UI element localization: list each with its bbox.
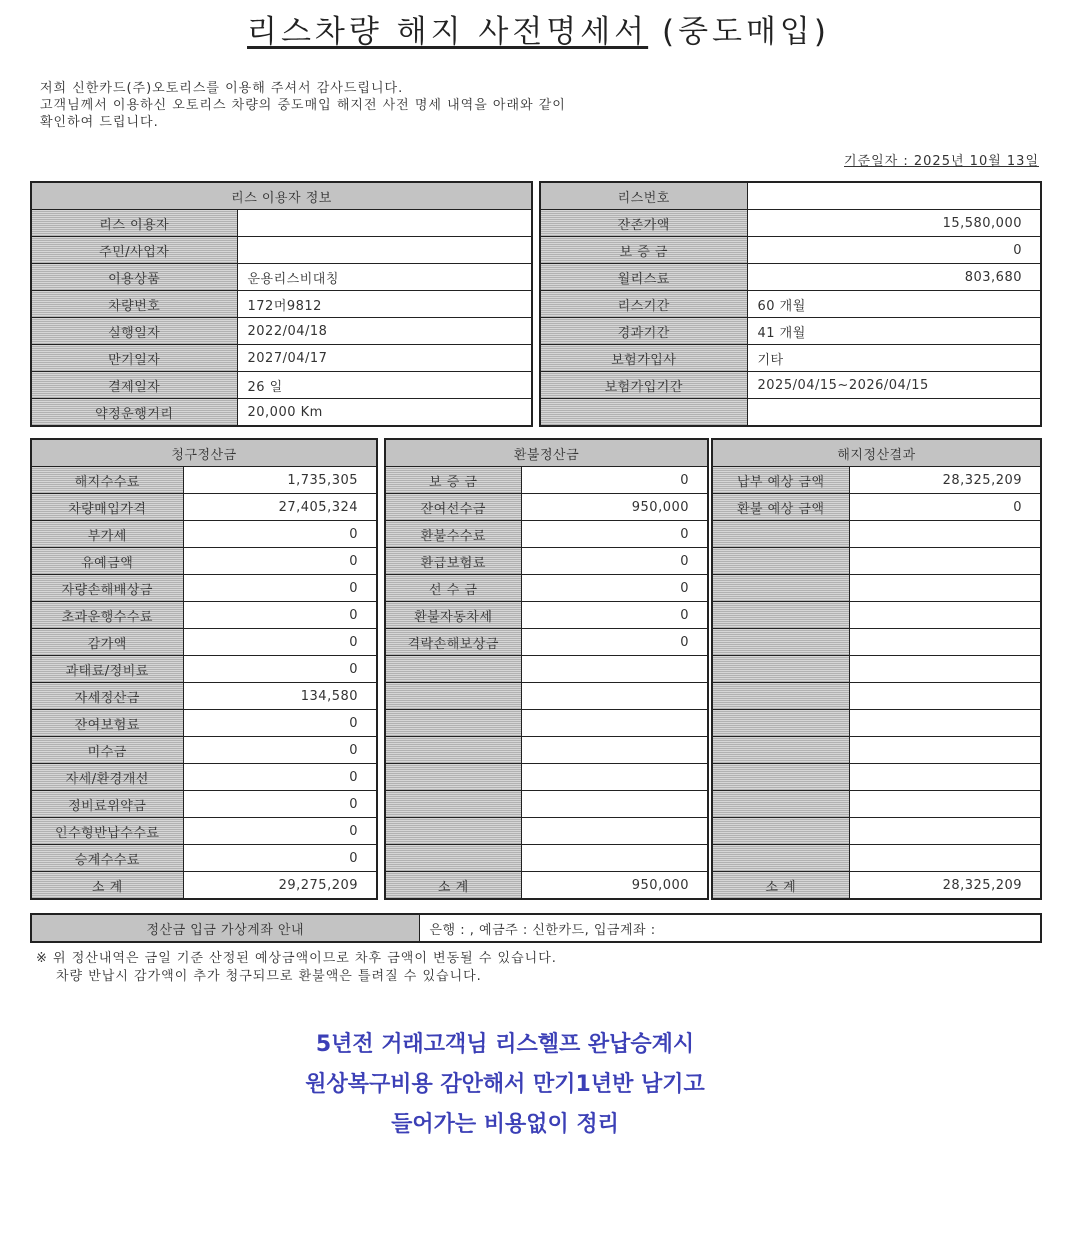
row-value: 134,580: [183, 683, 377, 710]
total-value: 28,325,209: [849, 872, 1041, 900]
row-value: 1,735,305: [183, 467, 377, 494]
row-label: [712, 791, 849, 818]
table-row: [540, 399, 1041, 427]
row-value: [849, 629, 1041, 656]
row-value: 0: [183, 602, 377, 629]
row-value: [521, 791, 708, 818]
row-label: 리스 이용자: [31, 210, 237, 237]
table-row: [385, 494, 708, 521]
row-label: [712, 602, 849, 629]
row-value: [521, 656, 708, 683]
row-value: 0: [183, 818, 377, 845]
table-row: [385, 521, 708, 548]
row-label: [385, 737, 521, 764]
row-label: [385, 845, 521, 872]
row-value: 0: [521, 521, 708, 548]
row-label: 월리스료: [540, 264, 747, 291]
row-label: 리스기간: [540, 291, 747, 318]
table-row: [385, 845, 708, 872]
row-value: 60 개월: [747, 291, 1041, 318]
row-value: [849, 845, 1041, 872]
row-label: [712, 521, 849, 548]
row-value: 0: [183, 575, 377, 602]
row-label: 환불 예상 금액: [712, 494, 849, 521]
row-label: 리스번호: [540, 182, 747, 210]
table-row: [31, 210, 532, 237]
memo: [0, 1025, 1010, 1145]
table-row: [385, 467, 708, 494]
row-label: [712, 737, 849, 764]
row-value: 15,580,000: [747, 210, 1041, 237]
table-row: [31, 602, 377, 629]
row-value: [747, 399, 1041, 427]
row-value: [849, 710, 1041, 737]
row-label: 차량매입가격: [31, 494, 183, 521]
table-row: [31, 764, 377, 791]
table-row: [712, 683, 1041, 710]
table-row: [712, 629, 1041, 656]
row-value: [849, 548, 1041, 575]
table-row: [712, 737, 1041, 764]
table-row: [385, 629, 708, 656]
notice: [36, 950, 557, 986]
row-label: [385, 764, 521, 791]
row-value: [849, 791, 1041, 818]
table-row: [31, 914, 1041, 942]
table-row: [712, 791, 1041, 818]
row-label: [385, 818, 521, 845]
row-label: [712, 548, 849, 575]
intro-line: 고객님께서 이용하신 오토리스 차량의 중도매입 해지전 사전 명세 내역을 아래와 같이: [40, 98, 566, 113]
table-row: [712, 575, 1041, 602]
row-label: [540, 399, 747, 427]
row-label: 환급보험료: [385, 548, 521, 575]
row-value: 0: [183, 710, 377, 737]
row-label: 자세/환경개선: [31, 764, 183, 791]
table-row: [31, 845, 377, 872]
row-label: [712, 764, 849, 791]
account-guide-label: 정산금 입금 가상계좌 안내: [31, 914, 419, 942]
table-row: [712, 467, 1041, 494]
notice-line: 차량 반납시 감가액이 추가 청구되므로 환불액은 틀려질 수 있습니다.: [56, 969, 482, 984]
row-label: 감가액: [31, 629, 183, 656]
billing-table: [30, 438, 378, 900]
table-row: [31, 345, 532, 372]
table-row: [540, 264, 1041, 291]
intro-line: 확인하여 드립니다.: [40, 115, 159, 130]
table-row: [31, 291, 532, 318]
row-value: 27,405,324: [183, 494, 377, 521]
billing-header: 청구정산금: [31, 439, 377, 467]
row-label: 약정운행거리: [31, 399, 237, 427]
row-value: [849, 683, 1041, 710]
table-row: [712, 710, 1041, 737]
row-value: 172머9812: [237, 291, 532, 318]
row-value: [849, 737, 1041, 764]
row-value: 0: [183, 521, 377, 548]
row-label: [712, 683, 849, 710]
table-row: [31, 494, 377, 521]
row-value: 41 개월: [747, 318, 1041, 345]
memo-line: 5년전 거래고객님 리스헬프 완납승계시: [315, 1032, 695, 1057]
row-label: [385, 791, 521, 818]
total-row: [31, 872, 377, 900]
row-label: 보험가입기간: [540, 372, 747, 399]
table-row: [712, 845, 1041, 872]
title-main: 리스차량 해지 사전명세서: [247, 14, 649, 50]
row-label: 격락손해보상금: [385, 629, 521, 656]
user-info-header: 리스 이용자 정보: [31, 182, 532, 210]
table-row: [385, 764, 708, 791]
table-row: [385, 683, 708, 710]
total-label: 소 계: [712, 872, 849, 900]
row-label: 인수형반납수수료: [31, 818, 183, 845]
row-label: 잔여보험료: [31, 710, 183, 737]
refund-table: [384, 438, 709, 900]
row-label: [712, 818, 849, 845]
table-row: [31, 629, 377, 656]
table-row: [385, 791, 708, 818]
row-value: [747, 182, 1041, 210]
row-value: 0: [521, 548, 708, 575]
row-value: 0: [183, 629, 377, 656]
row-value: [849, 521, 1041, 548]
row-label: [385, 710, 521, 737]
row-label: 보 증 금: [540, 237, 747, 264]
row-value: 0: [183, 737, 377, 764]
row-label: 유예금액: [31, 548, 183, 575]
row-label: 정비료위약금: [31, 791, 183, 818]
notice-line: ※ 위 정산내역은 금일 기준 산정된 예상금액이므로 차후 금액이 변동될 수 있습니다.: [36, 951, 557, 966]
row-value: 0: [183, 656, 377, 683]
row-value: 950,000: [521, 494, 708, 521]
row-value: 803,680: [747, 264, 1041, 291]
row-value: 0: [521, 467, 708, 494]
row-value: 2027/04/17: [237, 345, 532, 372]
row-label: [385, 656, 521, 683]
row-label: 결제일자: [31, 372, 237, 399]
table-row: [31, 521, 377, 548]
table-row: [31, 575, 377, 602]
row-value: 0: [183, 764, 377, 791]
table-row: [385, 818, 708, 845]
memo-line: 들어가는 비용없이 정리: [391, 1112, 619, 1137]
table-row: [712, 521, 1041, 548]
row-value: 20,000 Km: [237, 399, 532, 427]
table-row: [540, 237, 1041, 264]
row-label: 부가세: [31, 521, 183, 548]
row-label: 보 증 금: [385, 467, 521, 494]
row-label: [712, 629, 849, 656]
row-label: 환불자동차세: [385, 602, 521, 629]
row-value: [521, 737, 708, 764]
title-sub: (중도매입): [662, 14, 830, 50]
result-table: [711, 438, 1042, 900]
row-label: [712, 710, 849, 737]
row-label: 해지수수료: [31, 467, 183, 494]
row-label: 납부 예상 금액: [712, 467, 849, 494]
row-label: 승계수수료: [31, 845, 183, 872]
row-label: 만기일자: [31, 345, 237, 372]
table-row: [540, 182, 1041, 210]
row-label: 자세정산금: [31, 683, 183, 710]
table-row: [712, 656, 1041, 683]
table-row: [31, 372, 532, 399]
table-row: [540, 291, 1041, 318]
lease-info-table: [539, 181, 1042, 427]
memo-line: 원상복구비용 감안해서 만기1년반 남기고: [305, 1072, 705, 1097]
table-row: [31, 237, 532, 264]
row-label: 보험가입사: [540, 345, 747, 372]
result-header: 해지정산결과: [712, 439, 1041, 467]
table-row: [540, 372, 1041, 399]
row-value: 0: [521, 629, 708, 656]
table-row: [540, 210, 1041, 237]
table-row: [712, 764, 1041, 791]
account-guide-value: 은행 : , 예금주 : 신한카드, 입금계좌 :: [419, 914, 1041, 942]
row-label: [712, 575, 849, 602]
row-value: 기타: [747, 345, 1041, 372]
row-label: 이용상품: [31, 264, 237, 291]
table-row: [31, 548, 377, 575]
row-value: [849, 818, 1041, 845]
row-value: [521, 683, 708, 710]
row-label: 초과운행수수료: [31, 602, 183, 629]
row-label: [712, 656, 849, 683]
row-value: 2022/04/18: [237, 318, 532, 345]
table-row: [385, 656, 708, 683]
row-value: 0: [183, 791, 377, 818]
row-label: 주민/사업자: [31, 237, 237, 264]
intro-text: [40, 80, 566, 131]
row-value: 0: [183, 845, 377, 872]
table-row: [31, 737, 377, 764]
table-row: [712, 548, 1041, 575]
table-row: [712, 494, 1041, 521]
table-row: [540, 318, 1041, 345]
row-label: 선 수 금: [385, 575, 521, 602]
row-value: [237, 237, 532, 264]
table-row: [31, 710, 377, 737]
row-value: 0: [747, 237, 1041, 264]
intro-line: 저희 신한카드(주)오토리스를 이용해 주셔서 감사드립니다.: [40, 81, 404, 96]
table-row: [31, 264, 532, 291]
table-row: [31, 399, 532, 427]
row-value: [521, 818, 708, 845]
total-label: 소 계: [31, 872, 183, 900]
row-value: [521, 710, 708, 737]
row-value: [237, 210, 532, 237]
account-guide-table: [30, 913, 1042, 943]
row-value: 2025/04/15~2026/04/15: [747, 372, 1041, 399]
reference-date: 기준일자 : 2025년 10월 13일: [844, 154, 1039, 169]
table-row: [385, 548, 708, 575]
table-row: [31, 467, 377, 494]
row-label: 잔존가액: [540, 210, 747, 237]
row-value: [521, 764, 708, 791]
row-value: 0: [521, 575, 708, 602]
table-row: [385, 575, 708, 602]
table-row: [31, 791, 377, 818]
table-row: [540, 345, 1041, 372]
row-value: 0: [183, 548, 377, 575]
refund-header: 환불정산금: [385, 439, 708, 467]
row-label: 미수금: [31, 737, 183, 764]
row-value: [521, 845, 708, 872]
row-value: 28,325,209: [849, 467, 1041, 494]
row-label: [712, 845, 849, 872]
row-label: 환불수수료: [385, 521, 521, 548]
document-title: [0, 6, 1077, 51]
table-row: [31, 318, 532, 345]
total-row: [712, 872, 1041, 900]
total-row: [385, 872, 708, 900]
row-label: 경과기간: [540, 318, 747, 345]
row-value: 운용리스비대칭: [237, 264, 532, 291]
row-value: [849, 602, 1041, 629]
row-label: 자량손해배상금: [31, 575, 183, 602]
row-value: [849, 764, 1041, 791]
row-label: 잔여선수금: [385, 494, 521, 521]
row-value: [849, 575, 1041, 602]
total-value: 29,275,209: [183, 872, 377, 900]
row-label: [385, 683, 521, 710]
row-label: 과태료/정비료: [31, 656, 183, 683]
total-value: 950,000: [521, 872, 708, 900]
row-label: 차량번호: [31, 291, 237, 318]
user-info-table: [30, 181, 533, 427]
table-row: [385, 737, 708, 764]
row-value: [849, 656, 1041, 683]
row-value: 0: [521, 602, 708, 629]
table-row: [385, 602, 708, 629]
table-row: [712, 602, 1041, 629]
table-row: [31, 683, 377, 710]
table-row: [385, 710, 708, 737]
table-row: [31, 656, 377, 683]
total-label: 소 계: [385, 872, 521, 900]
row-value: 0: [849, 494, 1041, 521]
table-row: [712, 818, 1041, 845]
row-value: 26 일: [237, 372, 532, 399]
row-label: 실행일자: [31, 318, 237, 345]
table-row: [31, 818, 377, 845]
